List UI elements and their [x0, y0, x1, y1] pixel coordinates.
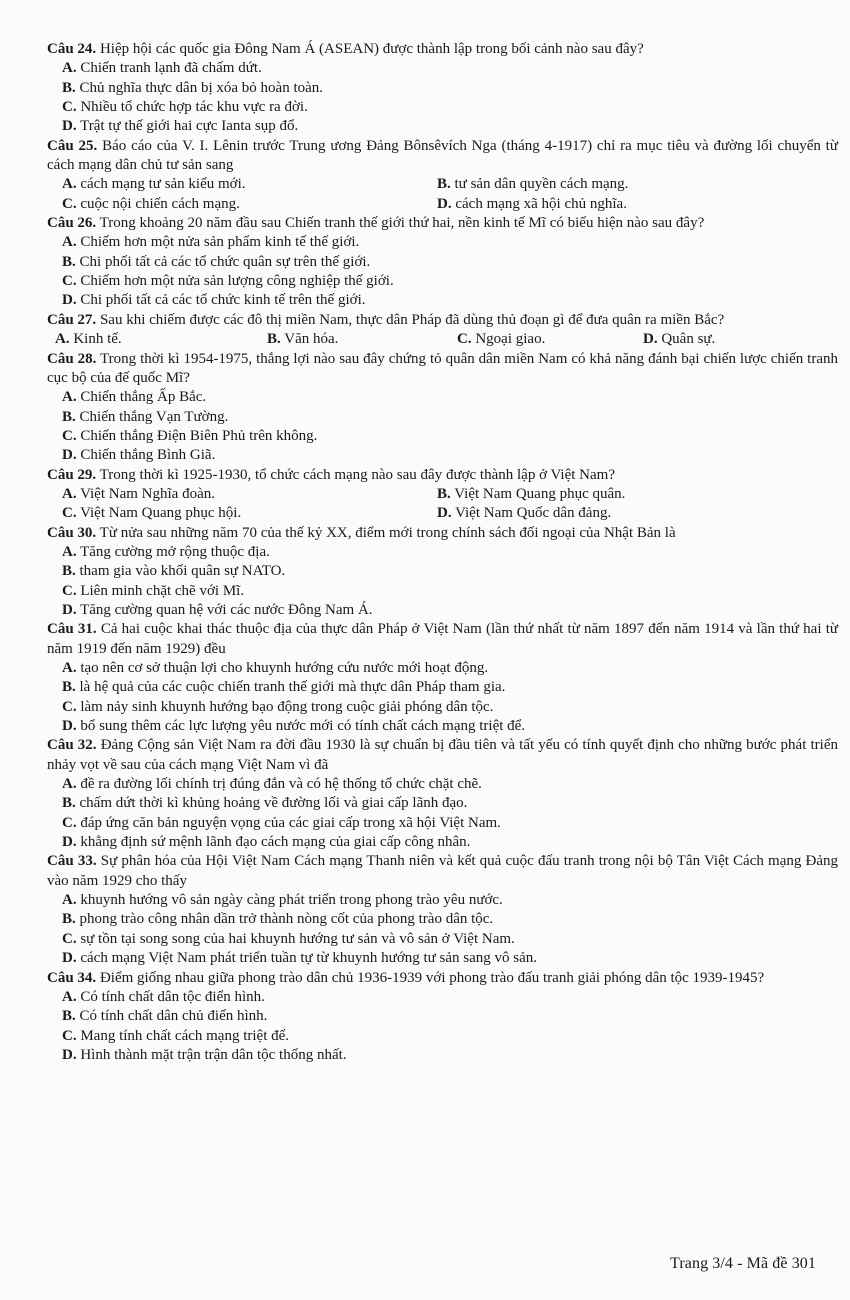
- option-letter: D.: [62, 118, 77, 135]
- option-text: đáp ứng căn bản nguyện vọng của các giai cấp trong xã hội Việt Nam.: [80, 814, 501, 831]
- option-letter: D.: [437, 195, 452, 212]
- option-b: [47, 1007, 838, 1026]
- option-c: [47, 582, 838, 601]
- option-b: [47, 408, 838, 427]
- option-letter: B.: [437, 485, 451, 502]
- option-letter: C.: [62, 814, 77, 831]
- option-letter: A.: [55, 331, 70, 348]
- option-a: [47, 659, 838, 678]
- option-a: [47, 891, 838, 910]
- option-text: Liên minh chặt chẽ với Mĩ.: [80, 582, 245, 599]
- option-letter: D.: [62, 601, 77, 618]
- option-d: [437, 504, 827, 523]
- options-row: [47, 330, 838, 349]
- option-c: [47, 195, 437, 214]
- option-b: [47, 79, 838, 98]
- question-25: [47, 137, 838, 214]
- option-b: [47, 794, 838, 813]
- question-stem: [47, 852, 838, 891]
- option-letter: D.: [62, 950, 77, 967]
- option-text: bổ sung thêm các lực lượng yêu nước mới có tính chất cách mạng triệt để.: [80, 718, 526, 735]
- option-c: [47, 427, 838, 446]
- option-letter: A.: [62, 176, 77, 193]
- option-text: Quân sự.: [661, 331, 716, 348]
- option-d: [47, 949, 838, 968]
- question-label: Câu 29.: [47, 466, 97, 483]
- option-text: cách mạng tư sản kiểu mới.: [80, 176, 246, 193]
- option-text: làm nảy sinh khuynh hướng bạo động trong cuộc giải phóng dân tộc.: [80, 698, 494, 715]
- option-a: [47, 485, 437, 504]
- option-letter: B.: [62, 1008, 76, 1025]
- option-a: [47, 775, 838, 794]
- option-letter: B.: [62, 679, 76, 696]
- option-letter: D.: [643, 331, 658, 348]
- option-b: [267, 330, 457, 349]
- option-text: Ngoại giao.: [475, 331, 546, 348]
- option-letter: C.: [62, 273, 77, 290]
- option-text: sự tồn tại song song của hai khuynh hướng tư sản và vô sản ở Việt Nam.: [80, 930, 515, 947]
- option-letter: C.: [62, 505, 77, 522]
- option-c: [47, 814, 838, 833]
- option-letter: C.: [62, 427, 77, 444]
- question-text: Sự phân hóa của Hội Việt Nam Cách mạng Thanh niên và kết quả cuộc đấu tranh trong nội bộ Tân Việt Cách mạng Đảng vào năm 1929 cho thấy: [47, 853, 838, 889]
- option-text: Văn hóa.: [284, 331, 339, 348]
- option-text: tư sản dân quyền cách mạng.: [454, 176, 629, 193]
- option-a: [47, 988, 838, 1007]
- question-text: Sau khi chiếm được các đô thị miền Nam, thực dân Pháp đã dùng thủ đoạn gì để đưa quân ra miền Bắc?: [99, 311, 725, 328]
- option-a: [47, 175, 437, 194]
- question-stem: [47, 969, 838, 988]
- question-stem: [47, 350, 838, 389]
- option-letter: C.: [62, 582, 77, 599]
- option-letter: B.: [267, 331, 281, 348]
- question-26: [47, 214, 838, 311]
- question-text: Báo cáo của V. I. Lênin trước Trung ương Đảng Bônsêvích Nga (tháng 4-1917) chỉ ra mục tiêu và đường lối chuyển từ cách mạng dân chủ tư sản sang: [47, 137, 838, 174]
- question-label: Câu 31.: [47, 621, 97, 638]
- option-text: tạo nên cơ sở thuận lợi cho khuynh hướng cứu nước mới hoạt động.: [80, 660, 489, 676]
- option-text: Chiếm hơn một nửa sản phẩm kinh tế thế giới.: [80, 234, 360, 251]
- question-24: [47, 40, 838, 137]
- question-29: [47, 466, 838, 524]
- option-text: cách mạng Việt Nam phát triển tuần tự từ khuynh hướng tư sản sang vô sản.: [80, 950, 538, 967]
- option-letter: D.: [62, 1046, 77, 1063]
- option-letter: A.: [62, 485, 77, 502]
- option-text: Việt Nam Nghĩa đoàn.: [80, 485, 215, 502]
- option-a: [47, 233, 838, 252]
- option-text: Nhiều tổ chức hợp tác khu vực ra đời.: [80, 99, 308, 116]
- option-c: [47, 272, 838, 291]
- option-c: [457, 330, 643, 349]
- question-text: Từ nửa sau những năm 70 của thế kỷ XX, điểm mới trong chính sách đối ngoại của Nhật Bản là: [99, 524, 676, 541]
- options-row: [47, 504, 838, 523]
- question-31: [47, 620, 838, 736]
- option-text: Chiếm hơn một nửa sản lượng công nghiệp thế giới.: [80, 273, 394, 290]
- question-stem: [47, 40, 838, 59]
- option-letter: A.: [62, 892, 77, 909]
- question-stem: [47, 311, 838, 330]
- option-letter: C.: [62, 698, 77, 715]
- option-text: Kinh tế.: [73, 331, 122, 348]
- option-text: Việt Nam Quang phục hội.: [80, 505, 242, 522]
- option-text: chấm dứt thời kì khủng hoảng về đường lối và giai cấp lãnh đạo.: [79, 795, 468, 812]
- option-letter: B.: [62, 563, 76, 580]
- option-text: Chiến thắng Bình Giã.: [80, 447, 216, 464]
- option-text: cuộc nội chiến cách mạng.: [80, 195, 240, 212]
- option-a: [47, 59, 838, 78]
- option-text: tham gia vào khối quân sự NATO.: [79, 563, 286, 580]
- option-letter: D.: [62, 718, 77, 735]
- option-text: Chiến thắng Điện Biên Phủ trên không.: [80, 427, 318, 444]
- question-label: Câu 32.: [47, 737, 97, 754]
- question-text: Cả hai cuộc khai thác thuộc địa của thực dân Pháp ở Việt Nam (lần thứ nhất từ năm 1897 đến năm 1914 và lần thứ hai từ năm 1919 đến năm 1929) đều: [47, 621, 838, 657]
- option-b: [47, 562, 838, 581]
- option-letter: A.: [62, 988, 77, 1005]
- option-text: Việt Nam Quang phục quân.: [454, 485, 626, 502]
- option-d: [47, 1046, 838, 1065]
- option-d: [47, 117, 838, 136]
- option-c: [47, 698, 838, 717]
- option-letter: A.: [62, 660, 77, 676]
- option-c: [47, 930, 838, 949]
- option-letter: B.: [62, 253, 76, 270]
- option-d: [47, 601, 838, 620]
- question-33: [47, 852, 838, 968]
- option-letter: B.: [62, 795, 76, 812]
- option-text: Chi phối tất cả các tổ chức quân sự trên thế giới.: [79, 253, 371, 270]
- question-stem: [47, 466, 838, 485]
- question-label: Câu 24.: [47, 41, 97, 57]
- option-b: [437, 485, 827, 504]
- question-label: Câu 30.: [47, 524, 97, 541]
- option-letter: A.: [62, 776, 77, 793]
- option-letter: D.: [437, 505, 452, 522]
- question-label: Câu 27.: [47, 311, 97, 328]
- option-text: cách mạng xã hội chủ nghĩa.: [455, 195, 627, 212]
- question-27: [47, 311, 838, 350]
- question-stem: [47, 214, 838, 233]
- option-text: Hình thành mặt trận trận dân tộc thống nhất.: [80, 1046, 347, 1063]
- question-label: Câu 26.: [47, 215, 97, 232]
- option-d: [643, 330, 793, 349]
- question-label: Câu 33.: [47, 853, 97, 870]
- option-b: [47, 910, 838, 929]
- option-text: là hệ quả của các cuộc chiến tranh thế giới mà thực dân Pháp tham gia.: [79, 679, 506, 696]
- option-d: [47, 833, 838, 852]
- option-b: [47, 678, 838, 697]
- option-b: [437, 175, 827, 194]
- option-d: [47, 291, 838, 310]
- option-c: [47, 1027, 838, 1046]
- option-d: [47, 446, 838, 465]
- question-32: [47, 736, 838, 852]
- question-label: Câu 34.: [47, 969, 97, 986]
- question-30: [47, 524, 838, 621]
- option-text: Chi phối tất cả các tổ chức kinh tế trên thế giới.: [80, 292, 366, 309]
- option-text: phong trào công nhân dần trở thành nòng cốt của phong trào dân tộc.: [79, 911, 494, 928]
- option-d: [47, 717, 838, 736]
- options-row: [47, 195, 838, 214]
- question-text: Trong thời kì 1925-1930, tổ chức cách mạng nào sau đây được thành lập ở Việt Nam?: [99, 466, 615, 483]
- option-letter: A.: [62, 234, 77, 251]
- option-letter: D.: [62, 447, 77, 464]
- option-letter: B.: [437, 176, 451, 193]
- question-34: [47, 969, 838, 1066]
- option-b: [47, 253, 838, 272]
- option-text: khẳng định sứ mệnh lãnh đạo cách mạng của giai cấp công nhân.: [80, 834, 471, 851]
- page-footer: Trang 3/4 - Mã đề 301: [670, 1255, 816, 1272]
- option-a: [47, 388, 838, 407]
- option-text: Tăng cường mở rộng thuộc địa.: [80, 543, 270, 560]
- option-text: đề ra đường lối chính trị đúng đắn và có hệ thống tổ chức chặt chẽ.: [80, 776, 482, 793]
- question-28: [47, 350, 838, 466]
- question-text: Trong khoảng 20 năm đầu sau Chiến tranh thế giới thứ hai, nền kinh tế Mĩ có biểu hiện nào sau đây?: [99, 215, 705, 232]
- option-letter: B.: [62, 79, 76, 96]
- option-d: [437, 195, 827, 214]
- question-text: Đảng Cộng sản Việt Nam ra đời đầu 1930 là sự chuẩn bị đầu tiên và tất yếu có tính quyết định cho những bước phát triển nhảy vọt về sau của cách mạng Việt Nam vì đã: [47, 737, 838, 773]
- option-c: [47, 98, 838, 117]
- option-a: [47, 543, 838, 562]
- option-letter: A.: [62, 543, 77, 560]
- option-letter: A.: [62, 60, 77, 77]
- options-row: [47, 175, 838, 194]
- option-text: Trật tự thế giới hai cực Ianta sụp đổ.: [80, 118, 299, 135]
- option-letter: C.: [457, 331, 472, 348]
- option-text: khuynh hướng vô sản ngày càng phát triển trong phong trào yêu nước.: [80, 892, 503, 909]
- question-text: Hiệp hội các quốc gia Đông Nam Á (ASEAN) được thành lập trong bối cảnh nào sau đây?: [99, 41, 644, 57]
- option-letter: C.: [62, 99, 77, 116]
- question-label: Câu 25.: [47, 137, 98, 154]
- option-letter: D.: [62, 834, 77, 851]
- option-text: Chiến thắng Ấp Bắc.: [80, 389, 207, 406]
- option-letter: A.: [62, 389, 77, 406]
- option-text: Chiến tranh lạnh đã chấm dứt.: [80, 60, 262, 77]
- question-label: Câu 28.: [47, 350, 97, 367]
- question-text: Trong thời kì 1954-1975, thắng lợi nào sau đây chứng tỏ quân dân miền Nam có khả năng đánh bại chiến lược chiến tranh cục bộ của đế quốc Mĩ?: [47, 350, 838, 386]
- question-stem: [47, 137, 838, 176]
- option-text: Mang tính chất cách mạng triệt để.: [80, 1027, 290, 1044]
- option-text: Tăng cường quan hệ với các nước Đông Nam Á.: [80, 601, 373, 618]
- option-text: Có tính chất dân chủ điển hình.: [79, 1008, 268, 1025]
- option-letter: B.: [62, 911, 76, 928]
- question-stem: [47, 736, 838, 775]
- option-letter: C.: [62, 930, 77, 947]
- option-letter: C.: [62, 1027, 77, 1044]
- options-row: [47, 485, 838, 504]
- option-letter: D.: [62, 292, 77, 309]
- option-letter: C.: [62, 195, 77, 212]
- question-stem: [47, 524, 838, 543]
- question-stem: [47, 620, 838, 659]
- option-c: [47, 504, 437, 523]
- option-text: Có tính chất dân tộc điển hình.: [80, 988, 265, 1005]
- option-letter: B.: [62, 408, 76, 425]
- option-text: Chiến thắng Vạn Tường.: [79, 408, 229, 425]
- option-text: Chủ nghĩa thực dân bị xóa bỏ hoàn toàn.: [79, 79, 324, 96]
- option-a: [47, 330, 267, 349]
- question-text: Điểm giống nhau giữa phong trào dân chủ 1936-1939 với phong trào đấu tranh giải phóng dân tộc 1939-1945?: [99, 969, 765, 986]
- option-text: Việt Nam Quốc dân đảng.: [455, 505, 612, 522]
